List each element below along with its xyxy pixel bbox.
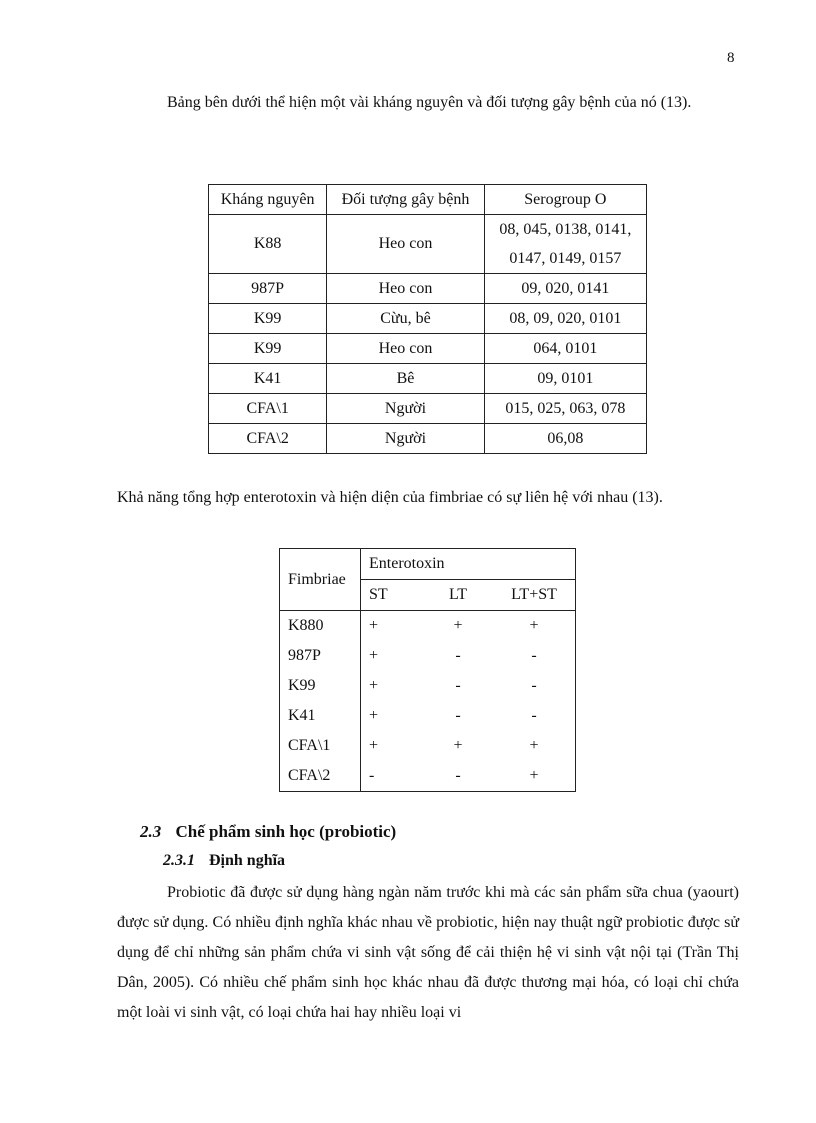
cell-target: Người — [327, 394, 484, 424]
cell-serogroup: 015, 025, 063, 078 — [484, 394, 646, 424]
header-fimbriae: Fimbriae — [280, 549, 361, 611]
serogroup-line: 0147, 0149, 0157 — [509, 250, 622, 267]
cell-st: + — [369, 677, 379, 694]
table-row — [280, 731, 576, 761]
cell-target: Heo con — [327, 334, 484, 364]
cell-fimbriae: CFA\2 — [280, 761, 361, 792]
cell-st: + — [369, 737, 379, 754]
table-row — [209, 274, 647, 304]
table-row — [209, 304, 647, 334]
section-title: Định nghĩa — [209, 852, 286, 869]
cell-target: Người — [327, 424, 484, 454]
table-row — [280, 701, 576, 731]
table-row — [209, 364, 647, 394]
section-heading-2-3-1 — [163, 852, 285, 870]
cell-antigen: CFA\1 — [209, 394, 327, 424]
cell-st: + — [369, 707, 379, 724]
section-title: Chế phẩm sinh học (probiotic) — [175, 822, 397, 841]
body-paragraph: Probiotic đã được sử dụng hàng ngàn năm trước khi mà các sản phẩm sữa chua (yaourt) được sử dụng. Có nhiều định nghĩa khác nhau về probiotic, hiện nay thuật ngữ probiotic được sử dụng để chỉ những sản phẩm chứa vi sinh vật sống để cải thiện hệ vi sinh vật nội tại (Trần Thị Dân, 2005). Có nhiều chế phẩm sinh học khác nhau đã được thương mại hóa, có loại chỉ chứa một loài vi sinh vật, có loại chứa hai hay nhiều loại vi — [117, 884, 739, 1021]
second-paragraph: Khả năng tổng hợp enterotoxin và hiện diện của fimbriae có sự liên hệ với nhau (13). — [117, 489, 663, 506]
cell-lt: + — [453, 737, 463, 754]
table-row — [280, 761, 576, 792]
enterotoxin-table — [279, 548, 576, 792]
intro-paragraph: Bảng bên dưới thể hiện một vài kháng nguyên và đối tượng gây bệnh của nó (13). — [167, 94, 692, 111]
cell-antigen: 987P — [209, 274, 327, 304]
subheader-lt-st: LT+ST — [493, 580, 576, 611]
table-header-row — [209, 185, 647, 215]
header-target: Đối tượng gây bệnh — [327, 185, 484, 215]
cell-lt: - — [455, 707, 461, 724]
cell-target: Heo con — [327, 274, 484, 304]
cell-serogroup: 064, 0101 — [484, 334, 646, 364]
cell-fimbriae: K99 — [280, 671, 361, 701]
cell-fimbriae: 987P — [280, 641, 361, 671]
subheader-lt: LT — [423, 580, 493, 611]
cell-fimbriae: CFA\1 — [280, 731, 361, 761]
cell-serogroup: 06,08 — [484, 424, 646, 454]
table-row — [280, 611, 576, 642]
header-enterotoxin: Enterotoxin — [361, 549, 576, 580]
cell-lt-st: + — [493, 731, 576, 761]
cell-fimbriae: K880 — [280, 611, 361, 642]
serogroup-line: 08, 045, 0138, 0141, — [499, 221, 632, 238]
table-row — [209, 394, 647, 424]
table-row — [209, 334, 647, 364]
header-antigen: Kháng nguyên — [209, 185, 327, 215]
table-row — [280, 671, 576, 701]
cell-serogroup: 09, 0101 — [484, 364, 646, 394]
cell-lt-st: - — [493, 671, 576, 701]
cell-fimbriae: K41 — [280, 701, 361, 731]
cell-serogroup: 08, 09, 020, 0101 — [484, 304, 646, 334]
cell-lt: - — [455, 647, 461, 664]
antigen-table — [208, 184, 647, 454]
subheader-st: ST — [361, 580, 424, 611]
cell-antigen: K88 — [209, 215, 327, 274]
cell-serogroup: 09, 020, 0141 — [484, 274, 646, 304]
cell-antigen: CFA\2 — [209, 424, 327, 454]
cell-serogroup — [484, 215, 646, 274]
header-serogroup: Serogroup O — [484, 185, 646, 215]
cell-lt: + — [453, 617, 463, 634]
cell-target: Cừu, bê — [327, 304, 484, 334]
page-number: 8 — [727, 50, 735, 66]
table-header-row — [280, 549, 576, 580]
cell-lt: - — [455, 677, 461, 694]
cell-antigen: K99 — [209, 334, 327, 364]
table-row — [209, 215, 647, 274]
section-number: 2.3.1 — [163, 852, 195, 869]
cell-lt-st: + — [493, 611, 576, 642]
cell-st: + — [369, 647, 379, 664]
cell-lt-st: - — [493, 701, 576, 731]
cell-lt: - — [423, 761, 493, 792]
table-row — [280, 641, 576, 671]
cell-target: Heo con — [327, 215, 484, 274]
table-row — [209, 424, 647, 454]
cell-st: + — [369, 617, 379, 634]
cell-lt-st: + — [493, 761, 576, 792]
section-heading-2-3 — [140, 822, 396, 842]
cell-target: Bê — [327, 364, 484, 394]
cell-st: - — [361, 761, 424, 792]
section-number: 2.3 — [140, 822, 162, 841]
cell-antigen: K99 — [209, 304, 327, 334]
cell-antigen: K41 — [209, 364, 327, 394]
cell-lt-st: - — [493, 641, 576, 671]
